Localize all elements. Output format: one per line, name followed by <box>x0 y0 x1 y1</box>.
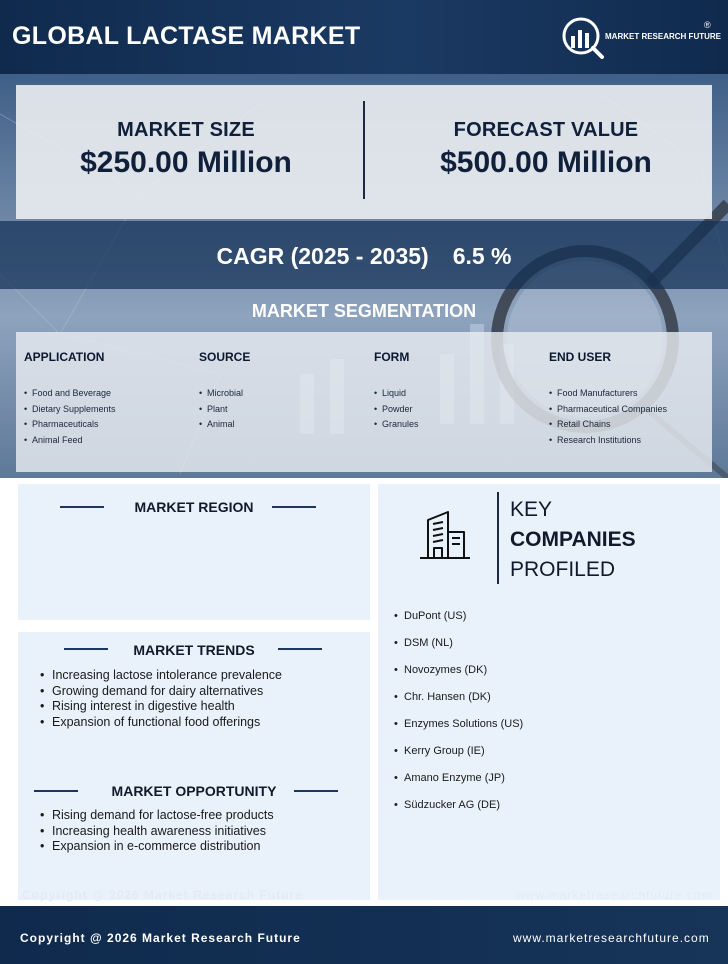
segment-item: • Pharmaceuticals <box>24 417 194 433</box>
trend-item: • Growing demand for dairy alternatives <box>40 684 282 700</box>
stat-divider <box>363 101 365 199</box>
market-size-value: $250.00 Million <box>80 146 292 179</box>
footer-copyright: Copyright @ 2026 Market Research Future <box>20 931 301 945</box>
trend-item: • Expansion of functional food offerings <box>40 715 282 731</box>
watermark-copyright: Copyright @ 2026 Market Research Future <box>22 888 303 902</box>
trend-item: • Rising interest in digestive health <box>40 699 282 715</box>
market-size-block <box>16 119 356 180</box>
key-companies-title-line1: KEY <box>510 498 553 521</box>
segment-item: • Granules <box>374 417 544 433</box>
key-companies-box <box>378 484 720 900</box>
trend-item: • Increasing lactose intolerance prevalence <box>40 668 282 684</box>
segment-item: • Plant <box>199 402 369 418</box>
office-building-icon <box>418 510 472 560</box>
segment-item: • Liquid <box>374 386 544 402</box>
segment-form <box>374 350 544 433</box>
company-item: • Südzucker AG (DE) <box>394 792 523 819</box>
heading-rule-right <box>278 648 322 650</box>
company-item: • DuPont (US) <box>394 603 523 630</box>
segment-application <box>24 350 194 448</box>
company-item: • Kerry Group (IE) <box>394 738 523 765</box>
forecast-value-block <box>376 119 716 180</box>
heading-rule-right <box>294 790 338 792</box>
forecast-value-value: $500.00 Million <box>440 146 652 179</box>
company-item: • Amano Enzyme (JP) <box>394 765 523 792</box>
footer-bar <box>0 906 728 964</box>
segment-heading: FORM <box>374 350 410 364</box>
market-opportunity-title: MARKET OPPORTUNITY <box>111 783 277 799</box>
opportunity-item: • Rising demand for lactose-free products <box>40 808 274 824</box>
watermark-website: www.marketresearchfuture.com <box>516 888 713 902</box>
company-item: • Chr. Hansen (DK) <box>394 684 523 711</box>
opportunity-item: • Increasing health awareness initiatives <box>40 824 274 840</box>
market-trends-title: MARKET TRENDS <box>133 642 255 658</box>
header-bar <box>0 0 728 74</box>
company-item: • Enzymes Solutions (US) <box>394 711 523 738</box>
key-companies-title-line2: COMPANIES <box>510 528 636 551</box>
heading-rule-right <box>272 506 316 508</box>
segment-heading: APPLICATION <box>24 350 105 364</box>
market-trends-box <box>18 632 370 900</box>
footer-website-link[interactable]: www.marketresearchfuture.com <box>513 931 710 945</box>
key-companies-title-line3: PROFILED <box>510 558 616 581</box>
companies-list <box>394 603 523 819</box>
segment-item: • Research Institutions <box>549 433 719 449</box>
segment-item: • Food Manufacturers <box>549 386 719 402</box>
segment-item: • Animal Feed <box>24 433 194 449</box>
registered-mark: ® <box>704 20 711 30</box>
segment-item: • Retail Chains <box>549 417 719 433</box>
company-item: • Novozymes (DK) <box>394 657 523 684</box>
forecast-value-label: FORECAST VALUE <box>453 119 639 141</box>
opportunity-list <box>40 808 274 855</box>
segment-end-user <box>549 350 719 448</box>
cagr-value: 6.5 % <box>452 243 512 269</box>
cagr-label: CAGR (2025 - 2035) <box>216 243 429 269</box>
market-region-box <box>18 484 370 620</box>
cagr-text <box>0 243 728 270</box>
segment-item: • Microbial <box>199 386 369 402</box>
logo-wordmark: MARKET RESEARCH FUTURE <box>605 32 721 41</box>
segmentation-title: MARKET SEGMENTATION <box>251 301 477 321</box>
opportunity-item: • Expansion in e-commerce distribution <box>40 839 274 855</box>
segment-item: • Dietary Supplements <box>24 402 194 418</box>
segmentation-panel <box>16 332 712 472</box>
trends-list <box>40 668 282 730</box>
brand-logo[interactable] <box>561 16 721 60</box>
segment-item: • Animal <box>199 417 369 433</box>
company-item: • DSM (NL) <box>394 630 523 657</box>
segment-item: • Pharmaceutical Companies <box>549 402 719 418</box>
segment-source <box>199 350 369 433</box>
segment-item: • Powder <box>374 402 544 418</box>
cagr-bar <box>0 221 728 289</box>
market-region-title: MARKET REGION <box>134 499 254 515</box>
heading-divider <box>497 492 499 584</box>
segment-heading: END USER <box>549 350 612 364</box>
segment-item: • Food and Beverage <box>24 386 194 402</box>
market-size-label: MARKET SIZE <box>117 119 255 141</box>
page-title: GLOBAL LACTASE MARKET <box>12 22 361 50</box>
logo-icon <box>561 16 605 60</box>
market-values-panel <box>16 85 712 219</box>
segment-heading: SOURCE <box>199 350 251 364</box>
